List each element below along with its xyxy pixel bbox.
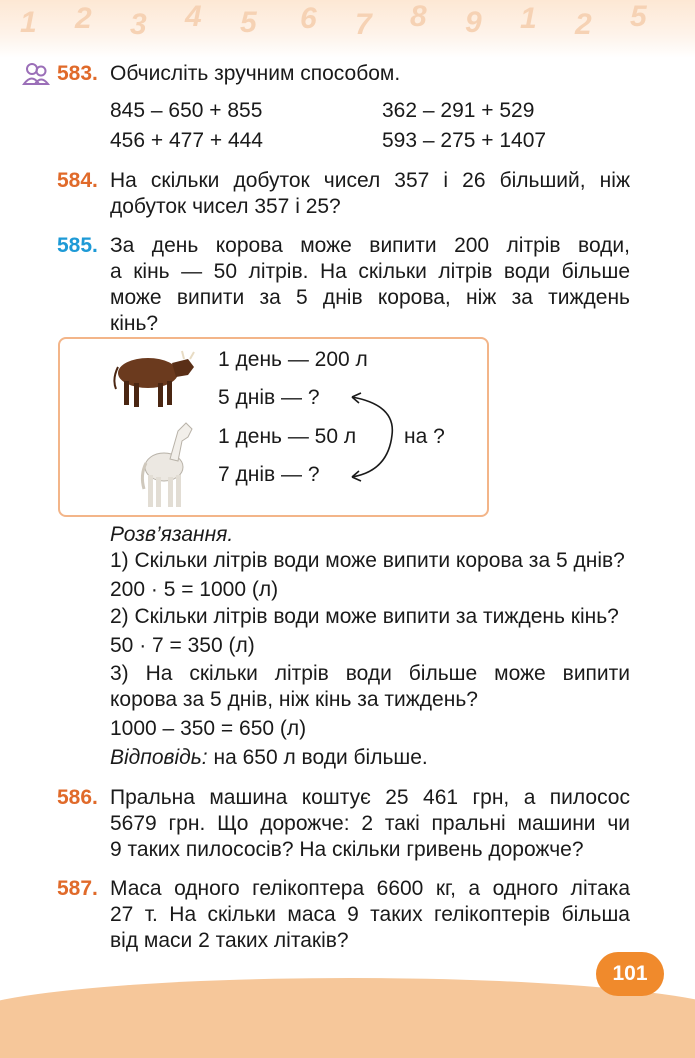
solution-question-2: 2) Скільки літрів води може випити за тиждень кінь? <box>110 605 619 628</box>
decor-digit: 1 <box>520 2 537 35</box>
top-decor-band <box>0 0 695 58</box>
page-number: 101 <box>596 952 664 996</box>
box-line-horse-7-days: 7 днів — ? <box>218 463 320 486</box>
solution-answer-3: 1000 – 350 = 650 (л) <box>110 717 307 740</box>
answer-label: Відповідь: <box>110 746 208 769</box>
expression: 456 + 477 + 444 <box>110 129 263 152</box>
expression: 845 – 650 + 855 <box>110 99 263 122</box>
solution-question-3-cont: корова за 5 днів, ніж кінь за тиждень? <box>110 688 478 711</box>
task-583-title: Обчисліть зручним способом. <box>110 62 401 85</box>
task-584-line: добуток чисел 357 і 25? <box>110 195 341 218</box>
expression: 362 – 291 + 529 <box>382 99 535 122</box>
decor-digit: 7 <box>355 8 372 41</box>
pair-work-icon <box>22 62 50 86</box>
box-line-cow-per-day: 1 день — 200 л <box>218 348 368 371</box>
task-584-line: На скільки добуток чисел 357 і 26 більший, ніж <box>110 169 630 192</box>
decor-digit: 8 <box>410 0 427 33</box>
horse-image <box>138 415 196 511</box>
box-line-cow-5-days: 5 днів — ? <box>218 386 320 409</box>
task-number-585: 585. <box>57 234 98 257</box>
task-585-line: а кінь — 50 літрів. На скільки літрів води більше <box>110 260 630 283</box>
task-587-line: 27 т. На скільки маса 9 таких гелікоптерів більша <box>110 903 630 926</box>
solution-heading: Розв’язання. <box>110 523 234 546</box>
task-585-line: За день корова може випити 200 літрів води, <box>110 234 630 257</box>
solution-question-3: 3) На скільки літрів води більше може випити <box>110 662 630 685</box>
task-586-line: 9 таких пилососів? На скільки гривень дорожче? <box>110 838 584 861</box>
solution-answer-2: 50 · 7 = 350 (л) <box>110 634 255 657</box>
task-number-584: 584. <box>57 169 98 192</box>
decor-digit: 5 <box>630 0 647 33</box>
decor-digit: 4 <box>185 0 202 33</box>
decor-digit: 3 <box>130 8 147 41</box>
task-number-583: 583. <box>57 62 98 85</box>
task-586-line: 5679 грн. Що дорожче: 2 такі пральні машини чи <box>110 812 630 835</box>
task-586-line: Пральна машина коштує 25 461 грн, а пилосос <box>110 786 630 809</box>
solution-answer-1: 200 · 5 = 1000 (л) <box>110 578 279 601</box>
expression: 593 – 275 + 1407 <box>382 129 547 152</box>
decor-digit: 2 <box>575 8 592 41</box>
comparison-arrow-icon <box>340 385 404 485</box>
decor-digit: 9 <box>465 6 482 39</box>
cow-image <box>112 345 198 413</box>
task-585-line: може випити за 5 днів корова, ніж за тиждень <box>110 286 630 309</box>
task-number-586: 586. <box>57 786 98 809</box>
box-question: на ? <box>404 425 445 448</box>
decor-digit: 5 <box>240 6 257 39</box>
task-587-line: від маси 2 таких літаків? <box>110 929 349 952</box>
solution-question-1: 1) Скільки літрів води може випити корова за 5 днів? <box>110 549 625 572</box>
task-587-line: Маса одного гелікоптера 6600 кг, а одного літака <box>110 877 630 900</box>
box-line-horse-per-day: 1 день — 50 л <box>218 425 357 448</box>
task-585-line: кінь? <box>110 312 159 335</box>
decor-digit: 2 <box>75 2 92 35</box>
task-number-587: 587. <box>57 877 98 900</box>
decor-digit: 1 <box>20 6 37 39</box>
answer-text: на 650 л води більше. <box>213 746 428 769</box>
bottom-decor-band <box>0 978 695 1058</box>
decor-digit: 6 <box>300 2 317 35</box>
